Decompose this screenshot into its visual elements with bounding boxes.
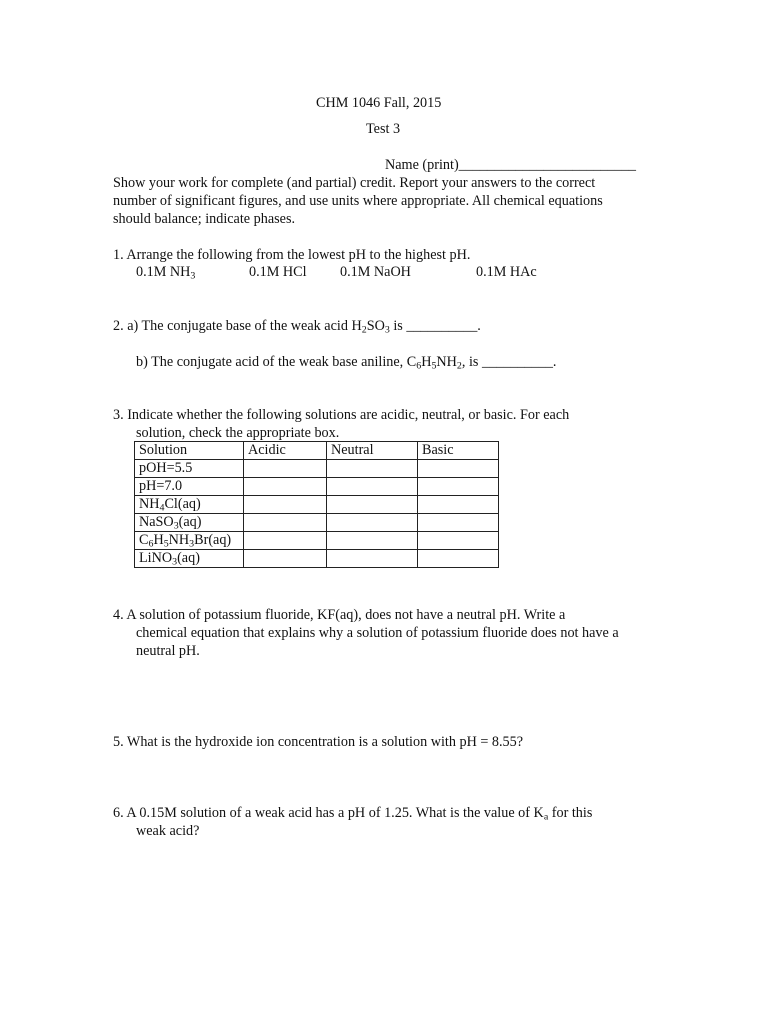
q1-item-hcl: 0.1M HCl <box>249 264 307 280</box>
neutral-checkbox-cell[interactable] <box>327 478 418 496</box>
question-3-line-2: solution, check the appropriate box. <box>136 425 340 441</box>
acidic-checkbox-cell[interactable] <box>244 460 327 478</box>
basic-checkbox-cell[interactable] <box>418 478 499 496</box>
acidic-checkbox-cell[interactable] <box>244 550 327 568</box>
question-2b-text: b) The conjugate acid of the weak base aniline, $C_6H_5NH_2$, is __________. <box>136 354 557 372</box>
basic-checkbox-cell[interactable] <box>418 514 499 532</box>
header-neutral: Neutral <box>327 442 418 460</box>
basic-checkbox-cell[interactable] <box>418 460 499 478</box>
neutral-checkbox-cell[interactable] <box>327 550 418 568</box>
question-3-line-1: 3. Indicate whether the following solutions are acidic, neutral, or basic. For each <box>113 407 570 423</box>
question-4-line-3: neutral pH. <box>136 643 200 659</box>
acidic-checkbox-cell[interactable] <box>244 532 327 550</box>
basic-checkbox-cell[interactable] <box>418 532 499 550</box>
ph-classification-table <box>134 441 499 568</box>
table-row <box>135 532 499 550</box>
table-row <box>135 514 499 532</box>
table-row <box>135 460 499 478</box>
table-header-row <box>135 442 499 460</box>
q1-item-nh3: 0.1M $NH_3$ <box>136 264 196 282</box>
solution-cell: $NH_4Cl(aq)$ <box>135 496 244 514</box>
basic-checkbox-cell[interactable] <box>418 550 499 568</box>
table-row <box>135 496 499 514</box>
neutral-checkbox-cell[interactable] <box>327 460 418 478</box>
question-6-line-2: weak acid? <box>136 823 200 839</box>
header-basic: Basic <box>418 442 499 460</box>
question-1-text: 1. Arrange the following from the lowest pH to the highest pH. <box>113 247 471 263</box>
question-6-line-1: 6. A 0.15M solution of a weak acid has a pH of 1.25. What is the value of $K_a$ for this <box>113 805 593 823</box>
solution-cell: pH=7.0 <box>135 478 244 496</box>
q1-item-hac: 0.1M HAc <box>476 264 537 280</box>
question-2a-text: 2. a) The conjugate base of the weak acid $H_2SO_3$ is __________. <box>113 318 481 336</box>
neutral-checkbox-cell[interactable] <box>327 496 418 514</box>
instructions-line-2: number of significant figures, and use units where appropriate. All chemical equations <box>113 193 603 209</box>
header-solution: Solution <box>135 442 244 460</box>
solution-cell: pOH=5.5 <box>135 460 244 478</box>
acidic-checkbox-cell[interactable] <box>244 496 327 514</box>
table-row <box>135 550 499 568</box>
test-title: Test 3 <box>366 121 401 137</box>
header-acidic: Acidic <box>244 442 327 460</box>
solution-cell: LiNO$_3$(aq) <box>135 550 244 568</box>
course-title: CHM 1046 Fall, 2015 <box>316 95 442 111</box>
question-5-text: 5. What is the hydroxide ion concentration is a solution with pH = 8.55? <box>113 734 524 750</box>
name-field-label: Name (print)_________________________ <box>385 157 637 173</box>
question-4-line-1: 4. A solution of potassium fluoride, KF(aq), does not have a neutral pH. Write a <box>113 607 566 623</box>
instructions-line-3: should balance; indicate phases. <box>113 211 296 227</box>
table-row <box>135 478 499 496</box>
question-4-line-2: chemical equation that explains why a solution of potassium fluoride does not have a <box>136 625 619 641</box>
instructions-line-1: Show your work for complete (and partial) credit. Report your answers to the correct <box>113 175 596 191</box>
basic-checkbox-cell[interactable] <box>418 496 499 514</box>
acidic-checkbox-cell[interactable] <box>244 478 327 496</box>
neutral-checkbox-cell[interactable] <box>327 532 418 550</box>
solution-cell: NaSO$_3$(aq) <box>135 514 244 532</box>
acidic-checkbox-cell[interactable] <box>244 514 327 532</box>
solution-cell: $C_6H_5NH_3Br(aq)$ <box>135 532 244 550</box>
neutral-checkbox-cell[interactable] <box>327 514 418 532</box>
q1-item-naoh: 0.1M NaOH <box>340 264 411 280</box>
